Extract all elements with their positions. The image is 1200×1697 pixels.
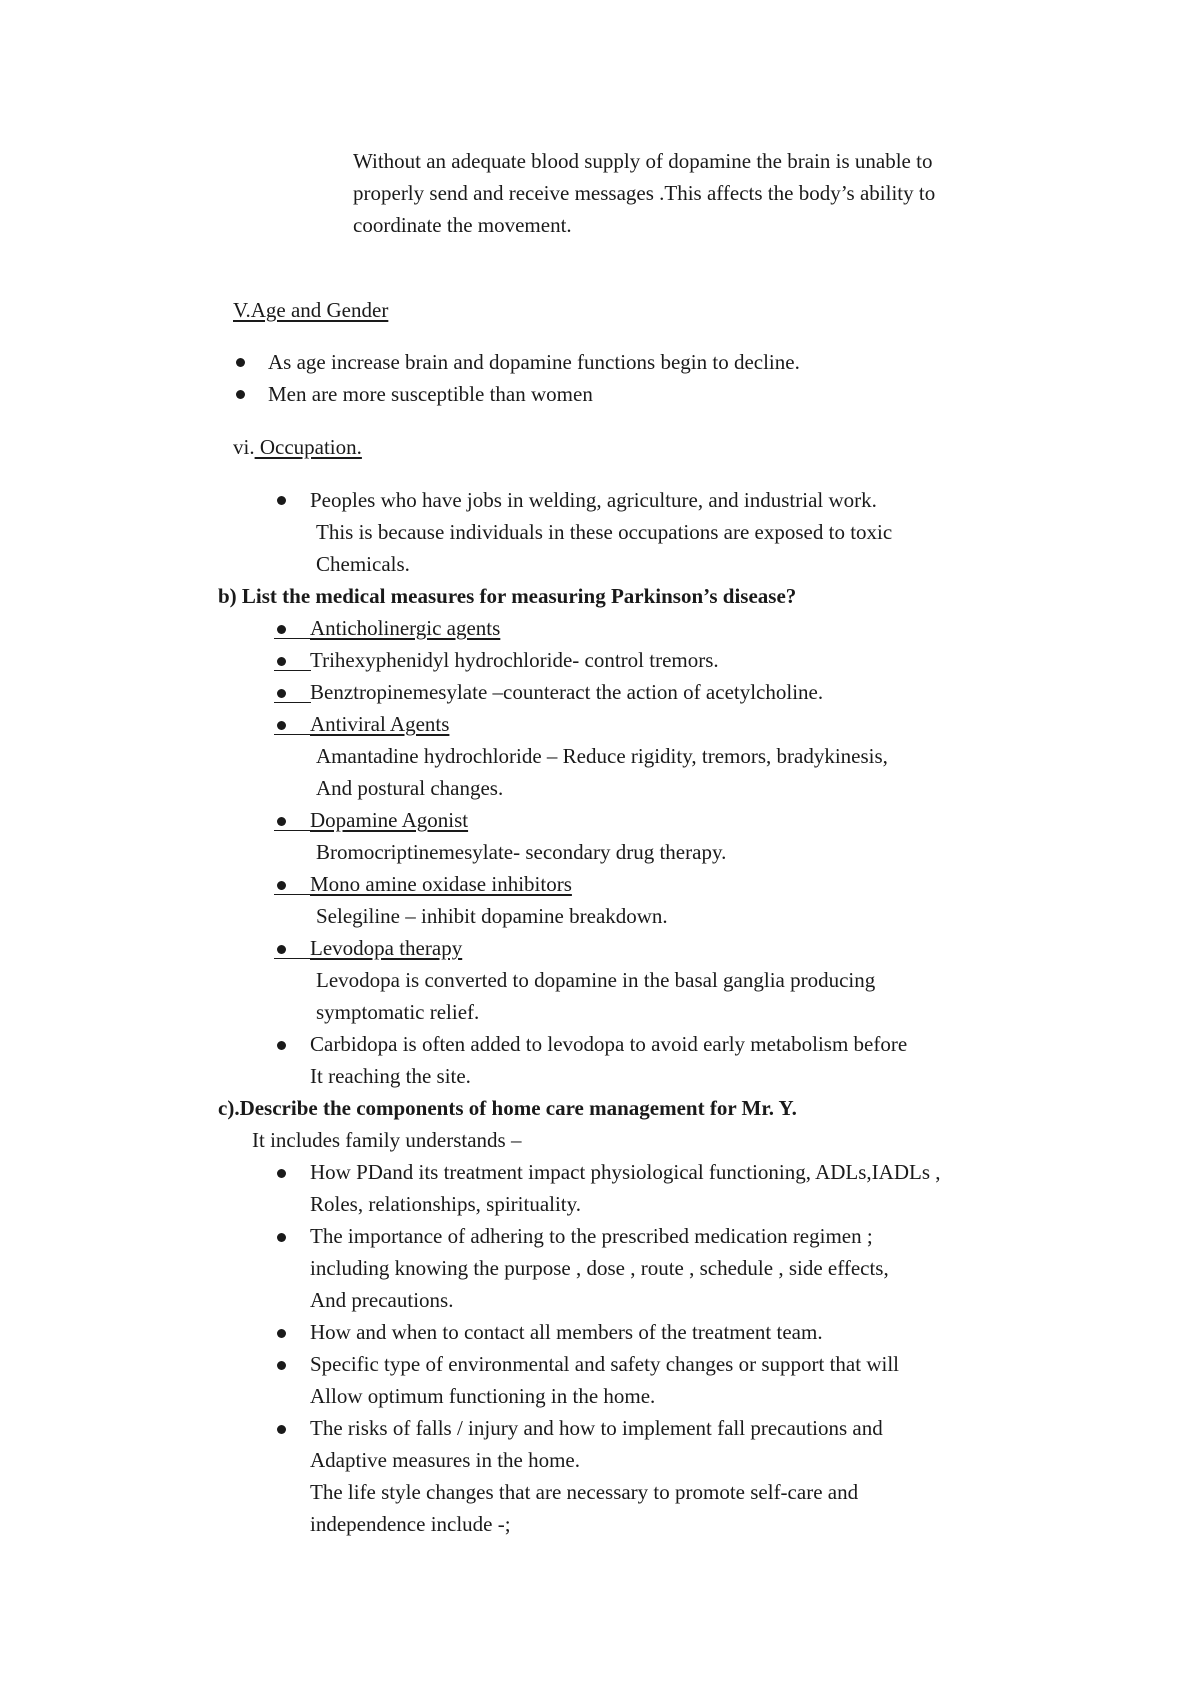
bullet-icon — [277, 1233, 286, 1242]
bullet-underline — [274, 734, 311, 735]
measure-item: Levodopa therapy — [310, 936, 463, 960]
measure-desc: Amantadine hydrochloride – Reduce rigidity, tremors, bradykinesis, — [316, 744, 888, 768]
measure-desc: And postural changes. — [316, 776, 504, 800]
age-gender-heading: V.Age and Gender — [233, 298, 389, 322]
bullet-icon — [277, 657, 286, 666]
measure-item: Dopamine Agonist — [310, 808, 469, 832]
bullet-icon — [277, 1329, 286, 1338]
measure-item: Benztropinemesylate –counteract the action of acetylcholine. — [310, 680, 824, 704]
closing-line: The life style changes that are necessary to promote self-care and — [310, 1480, 859, 1504]
bullet-icon — [277, 625, 286, 634]
bullet-icon — [236, 390, 245, 399]
bullet-icon — [277, 945, 286, 954]
care-item-line: And precautions. — [310, 1288, 454, 1312]
bullet-icon — [277, 881, 286, 890]
age-gender-item: As age increase brain and dopamine functions begin to decline. — [268, 350, 800, 374]
bullet-icon — [277, 1169, 286, 1178]
care-item-line: Roles, relationships, spirituality. — [310, 1192, 582, 1216]
occupation-heading — [233, 431, 362, 463]
bullet-icon — [277, 496, 286, 505]
care-item-line: Adaptive measures in the home. — [310, 1448, 581, 1472]
bullet-icon — [277, 721, 286, 730]
occupation-line: This is because individuals in these occupations are exposed to toxic — [316, 520, 893, 544]
bullet-underline — [274, 830, 311, 831]
measure-desc: Bromocriptinemesylate- secondary drug therapy. — [316, 840, 727, 864]
measure-desc: Levodopa is converted to dopamine in the basal ganglia producing — [316, 968, 876, 992]
measure-item: Anticholinergic agents — [310, 616, 501, 640]
section-c-question: c).Describe the components of home care management for Mr. Y. — [218, 1096, 797, 1120]
measure-item: Antiviral Agents — [310, 712, 450, 736]
bullet-icon — [277, 689, 286, 698]
bullet-icon — [236, 358, 245, 367]
care-item-line: including knowing the purpose , dose , route , schedule , side effects, — [310, 1256, 889, 1280]
occupation-heading-prefix: vi. — [233, 435, 255, 459]
care-item-line: Specific type of environmental and safety changes or support that will — [310, 1352, 899, 1376]
intro-line-1: Without an adequate blood supply of dopamine the brain is unable to — [353, 149, 933, 173]
bullet-icon — [277, 1361, 286, 1370]
bullet-underline — [274, 894, 311, 895]
section-c-intro: It includes family understands – — [252, 1128, 522, 1152]
occupation-item: Peoples who have jobs in welding, agriculture, and industrial work. — [310, 488, 877, 512]
section-b-question: b) List the medical measures for measuring Parkinson’s disease? — [218, 584, 797, 608]
measure-desc: It reaching the site. — [310, 1064, 471, 1088]
care-item-line: Allow optimum functioning in the home. — [310, 1384, 656, 1408]
bullet-underline — [274, 638, 311, 639]
measure-item: Mono amine oxidase inhibitors — [310, 872, 572, 896]
bullet-icon — [277, 817, 286, 826]
care-item-line: How and when to contact all members of the treatment team. — [310, 1320, 823, 1344]
bullet-icon — [277, 1041, 286, 1050]
measure-desc: symptomatic relief. — [316, 1000, 480, 1024]
intro-line-3: coordinate the movement. — [353, 213, 572, 237]
bullet-underline — [274, 670, 311, 671]
care-item-line: The risks of falls / injury and how to implement fall precautions and — [310, 1416, 883, 1440]
closing-line: independence include -; — [310, 1512, 511, 1536]
measure-item: Trihexyphenidyl hydrochloride- control tremors. — [310, 648, 719, 672]
occupation-heading-text: Occupation. — [254, 435, 362, 459]
bullet-underline — [274, 958, 311, 959]
care-item-line: How PDand its treatment impact physiological functioning, ADLs,IADLs , — [310, 1160, 941, 1184]
measure-desc: Selegiline – inhibit dopamine breakdown. — [316, 904, 668, 928]
measure-item: Carbidopa is often added to levodopa to avoid early metabolism before — [310, 1032, 908, 1056]
care-item-line: The importance of adhering to the prescribed medication regimen ; — [310, 1224, 873, 1248]
age-gender-item: Men are more susceptible than women — [268, 382, 593, 406]
intro-line-2: properly send and receive messages .This affects the body’s ability to — [353, 181, 936, 205]
bullet-icon — [277, 1425, 286, 1434]
occupation-line: Chemicals. — [316, 552, 410, 576]
bullet-underline — [274, 702, 311, 703]
